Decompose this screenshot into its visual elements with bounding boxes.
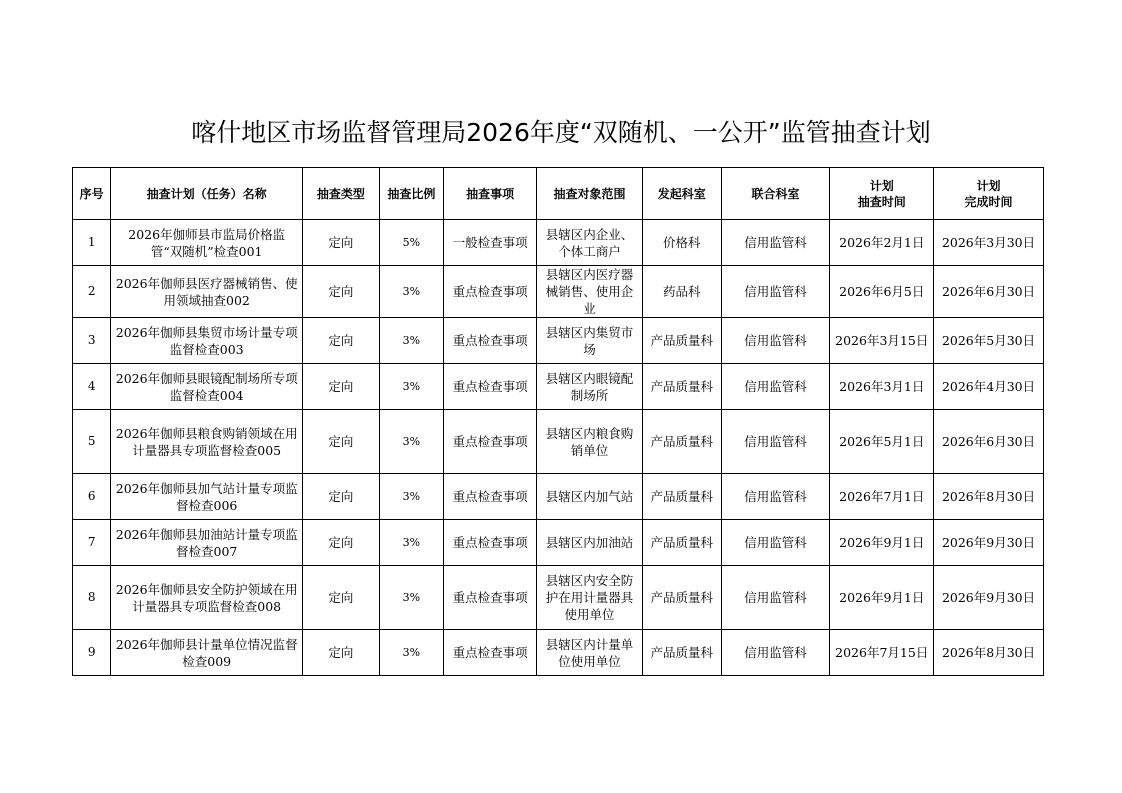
cell-plan-end: 2026年8月30日 (934, 630, 1044, 676)
cell-plan-start: 2026年6月5日 (830, 266, 934, 318)
cell-plan-end: 2026年6月30日 (934, 266, 1044, 318)
cell-joint-dept: 信用监管科 (721, 630, 830, 676)
cell-check-item: 重点检查事项 (443, 566, 536, 630)
cell-check-type: 定向 (303, 566, 380, 630)
cell-check-ratio: 3% (379, 520, 443, 566)
cell-check-type: 定向 (303, 364, 380, 410)
cell-check-item: 重点检查事项 (443, 630, 536, 676)
cell-plan-end: 2026年8月30日 (934, 474, 1044, 520)
table-row (73, 630, 1044, 676)
cell-plan-end: 2026年3月30日 (934, 220, 1044, 266)
cell-object-scope: 县辖区内加油站 (537, 520, 643, 566)
cell-task-name: 2026年伽师县加油站计量专项监督检查007 (111, 520, 303, 566)
cell-plan-end: 2026年4月30日 (934, 364, 1044, 410)
cell-plan-start: 2026年9月1日 (830, 520, 934, 566)
cell-check-ratio: 3% (379, 630, 443, 676)
cell-plan-start: 2026年2月1日 (830, 220, 934, 266)
cell-plan-start: 2026年3月1日 (830, 364, 934, 410)
cell-index: 7 (73, 520, 111, 566)
cell-initiating-dept: 产品质量科 (642, 474, 721, 520)
cell-index: 6 (73, 474, 111, 520)
cell-check-item: 一般检查事项 (443, 220, 536, 266)
cell-joint-dept: 信用监管科 (721, 410, 830, 474)
cell-task-name: 2026年伽师县粮食购销领域在用计量器具专项监督检查005 (111, 410, 303, 474)
table-row (73, 220, 1044, 266)
table-row (73, 474, 1044, 520)
cell-check-type: 定向 (303, 318, 380, 364)
cell-task-name: 2026年伽师县计量单位情况监督检查009 (111, 630, 303, 676)
cell-plan-end: 2026年5月30日 (934, 318, 1044, 364)
cell-initiating-dept: 产品质量科 (642, 566, 721, 630)
table-row (73, 364, 1044, 410)
cell-task-name: 2026年伽师县安全防护领域在用计量器具专项监督检查008 (111, 566, 303, 630)
header-plan-start: 计划 抽查时间 (830, 168, 934, 220)
header-check-item: 抽查事项 (443, 168, 536, 220)
cell-check-item: 重点检查事项 (443, 520, 536, 566)
inspection-plan-table (72, 167, 1044, 676)
cell-check-ratio: 3% (379, 266, 443, 318)
cell-joint-dept: 信用监管科 (721, 474, 830, 520)
cell-plan-start: 2026年9月1日 (830, 566, 934, 630)
cell-check-ratio: 5% (379, 220, 443, 266)
cell-check-type: 定向 (303, 520, 380, 566)
header-index: 序号 (73, 168, 111, 220)
cell-initiating-dept: 产品质量科 (642, 318, 721, 364)
cell-index: 9 (73, 630, 111, 676)
cell-check-type: 定向 (303, 220, 380, 266)
cell-check-ratio: 3% (379, 410, 443, 474)
cell-check-ratio: 3% (379, 474, 443, 520)
cell-task-name: 2026年伽师县眼镜配制场所专项监督检查004 (111, 364, 303, 410)
cell-plan-start: 2026年5月1日 (830, 410, 934, 474)
cell-plan-end: 2026年6月30日 (934, 410, 1044, 474)
cell-index: 8 (73, 566, 111, 630)
cell-check-item: 重点检查事项 (443, 318, 536, 364)
table-header-row (73, 168, 1044, 220)
cell-check-item: 重点检查事项 (443, 410, 536, 474)
cell-check-type: 定向 (303, 630, 380, 676)
table-row (73, 318, 1044, 364)
cell-index: 5 (73, 410, 111, 474)
cell-joint-dept: 信用监管科 (721, 318, 830, 364)
cell-plan-end: 2026年9月30日 (934, 520, 1044, 566)
header-initiating-dept: 发起科室 (642, 168, 721, 220)
cell-plan-start: 2026年3月15日 (830, 318, 934, 364)
cell-check-type: 定向 (303, 474, 380, 520)
header-object-scope: 抽查对象范围 (537, 168, 643, 220)
cell-joint-dept: 信用监管科 (721, 220, 830, 266)
cell-joint-dept: 信用监管科 (721, 566, 830, 630)
cell-check-type: 定向 (303, 410, 380, 474)
cell-plan-end: 2026年9月30日 (934, 566, 1044, 630)
cell-initiating-dept: 价格科 (642, 220, 721, 266)
cell-index: 3 (73, 318, 111, 364)
document-title: 喀什地区市场监督管理局2026年度“双随机、一公开”监管抽查计划 (191, 118, 931, 147)
cell-object-scope: 县辖区内眼镜配制场所 (537, 364, 643, 410)
cell-check-item: 重点检查事项 (443, 266, 536, 318)
cell-index: 4 (73, 364, 111, 410)
cell-check-item: 重点检查事项 (443, 364, 536, 410)
table-row (73, 520, 1044, 566)
cell-index: 1 (73, 220, 111, 266)
cell-plan-start: 2026年7月1日 (830, 474, 934, 520)
cell-check-ratio: 3% (379, 566, 443, 630)
cell-object-scope: 县辖区内企业、个体工商户 (537, 220, 643, 266)
cell-task-name: 2026年伽师县集贸市场计量专项监督检查003 (111, 318, 303, 364)
header-check-type: 抽查类型 (303, 168, 380, 220)
cell-initiating-dept: 药品科 (642, 266, 721, 318)
table-row (73, 566, 1044, 630)
cell-check-type: 定向 (303, 266, 380, 318)
cell-joint-dept: 信用监管科 (721, 266, 830, 318)
cell-joint-dept: 信用监管科 (721, 520, 830, 566)
cell-plan-start: 2026年7月15日 (830, 630, 934, 676)
cell-object-scope: 县辖区内计量单位使用单位 (537, 630, 643, 676)
cell-task-name: 2026年伽师县加气站计量专项监督检查006 (111, 474, 303, 520)
header-check-ratio: 抽查比例 (379, 168, 443, 220)
cell-check-ratio: 3% (379, 318, 443, 364)
cell-task-name: 2026年伽师县医疗器械销售、使用领域抽查002 (111, 266, 303, 318)
table-row (73, 410, 1044, 474)
cell-check-item: 重点检查事项 (443, 474, 536, 520)
cell-index: 2 (73, 266, 111, 318)
cell-object-scope: 县辖区内集贸市场 (537, 318, 643, 364)
cell-initiating-dept: 产品质量科 (642, 630, 721, 676)
header-task-name: 抽查计划（任务）名称 (111, 168, 303, 220)
cell-joint-dept: 信用监管科 (721, 364, 830, 410)
cell-initiating-dept: 产品质量科 (642, 364, 721, 410)
cell-object-scope: 县辖区内医疗器械销售、使用企业 (537, 266, 643, 318)
cell-object-scope: 县辖区内加气站 (537, 474, 643, 520)
cell-object-scope: 县辖区内粮食购销单位 (537, 410, 643, 474)
table-row (73, 266, 1044, 318)
cell-task-name: 2026年伽师县市监局价格监管“双随机”检查001 (111, 220, 303, 266)
cell-object-scope: 县辖区内安全防护在用计量器具使用单位 (537, 566, 643, 630)
cell-initiating-dept: 产品质量科 (642, 410, 721, 474)
header-joint-dept: 联合科室 (721, 168, 830, 220)
header-plan-end: 计划 完成时间 (934, 168, 1044, 220)
cell-initiating-dept: 产品质量科 (642, 520, 721, 566)
cell-check-ratio: 3% (379, 364, 443, 410)
